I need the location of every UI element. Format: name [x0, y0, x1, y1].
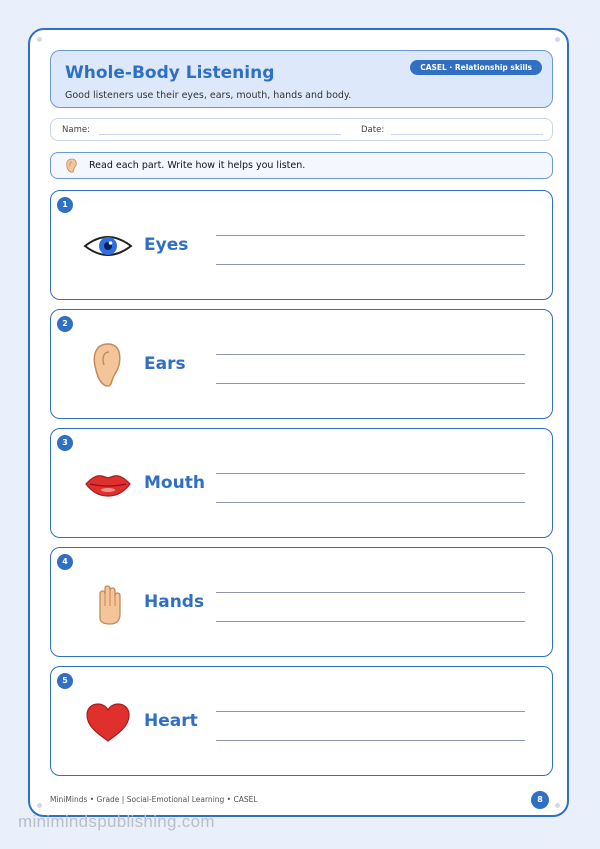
writing-line[interactable] — [216, 502, 525, 503]
name-label: Name: — [62, 125, 90, 135]
part-number: 4 — [57, 554, 73, 570]
ear-icon — [65, 158, 79, 177]
corner-dot — [37, 803, 42, 808]
part-label: Mouth — [144, 473, 205, 493]
heart-icon — [81, 699, 135, 745]
casel-tag: CASEL · Relationship skills — [410, 60, 542, 75]
part-label: Hands — [144, 592, 205, 612]
writing-line[interactable] — [216, 354, 525, 355]
writing-line[interactable] — [216, 235, 525, 236]
part-card-mouth — [50, 428, 553, 538]
ear-icon — [81, 342, 135, 388]
part-card-eyes — [50, 190, 553, 300]
worksheet-page — [28, 28, 569, 817]
writing-line[interactable] — [216, 711, 525, 712]
lips-icon — [81, 461, 135, 507]
hand-icon — [81, 580, 135, 626]
part-card-hands — [50, 547, 553, 657]
part-number: 5 — [57, 673, 73, 689]
page-subtitle: Good listeners use their eyes, ears, mouth, hands and body. — [65, 90, 352, 101]
part-number: 1 — [57, 197, 73, 213]
page-title: Whole-Body Listening — [65, 63, 275, 83]
corner-dot — [555, 803, 560, 808]
name-date-row — [50, 118, 553, 141]
instruction-text: Read each part. Write how it helps you listen. — [89, 160, 306, 171]
part-label: Eyes — [144, 235, 189, 255]
footer-text: MiniMinds • Grade | Social-Emotional Learning • CASEL — [50, 795, 258, 804]
writing-line[interactable] — [216, 473, 525, 474]
name-field[interactable] — [99, 134, 341, 135]
part-card-ears — [50, 309, 553, 419]
watermark: minimindspublishing.com — [18, 812, 215, 831]
writing-line[interactable] — [216, 592, 525, 593]
corner-dot — [37, 37, 42, 42]
eye-icon — [81, 223, 135, 269]
page-number: 8 — [531, 791, 549, 809]
part-number: 2 — [57, 316, 73, 332]
part-label: Heart — [144, 711, 198, 731]
writing-line[interactable] — [216, 383, 525, 384]
writing-line[interactable] — [216, 740, 525, 741]
date-label: Date: — [361, 125, 385, 135]
part-card-heart — [50, 666, 553, 776]
part-number: 3 — [57, 435, 73, 451]
writing-line[interactable] — [216, 621, 525, 622]
header-banner — [50, 50, 553, 108]
part-label: Ears — [144, 354, 186, 374]
writing-line[interactable] — [216, 264, 525, 265]
instruction-box — [50, 152, 553, 179]
date-field[interactable] — [391, 134, 543, 135]
corner-dot — [555, 37, 560, 42]
